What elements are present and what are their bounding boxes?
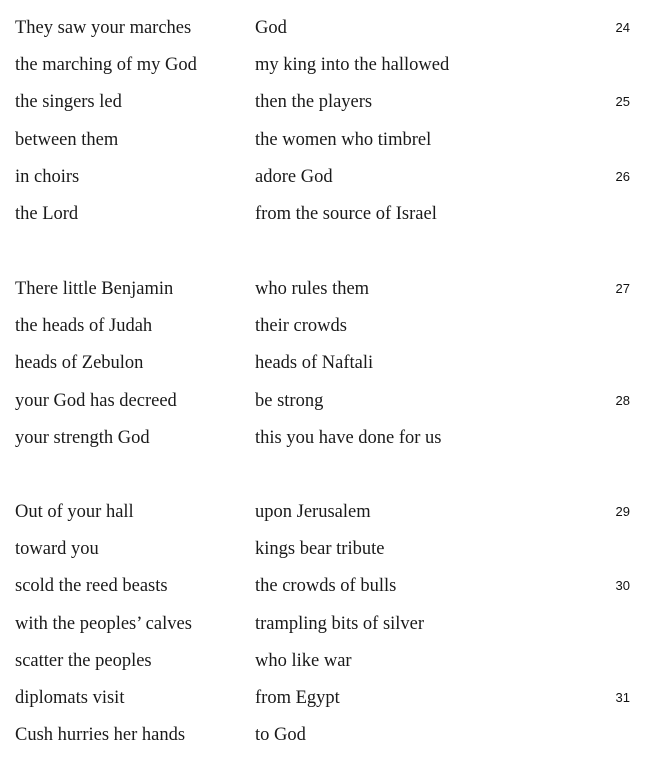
verse-line xyxy=(0,426,666,463)
verse-number: 29 xyxy=(615,504,630,519)
line-left-half: diplomats visit xyxy=(15,687,125,708)
line-right-half: their crowds xyxy=(255,316,347,337)
stanza-1 xyxy=(0,16,666,239)
verse-line xyxy=(0,53,666,90)
verse-line xyxy=(0,612,666,649)
line-left-half: toward you xyxy=(15,539,99,560)
verse-number: 28 xyxy=(615,392,630,408)
line-right-half: then the players xyxy=(255,92,373,113)
line-right-half: kings bear tribute xyxy=(255,539,385,560)
line-right-half: this you have done for us xyxy=(255,427,442,448)
verse-line xyxy=(0,128,666,165)
line-right-half: God xyxy=(255,18,287,38)
line-right-half: heads of Naftali xyxy=(255,353,374,374)
verse-line xyxy=(0,389,666,426)
line-left-half: your strength God xyxy=(15,427,150,448)
line-right-half: be strong xyxy=(255,390,324,411)
verse-number: 25 xyxy=(615,94,630,110)
verse-number: 26 xyxy=(615,168,630,184)
line-left-half: Cush hurries her hands xyxy=(15,725,186,746)
verse-line xyxy=(0,90,666,127)
verse-line xyxy=(0,314,666,351)
line-right-half: the women who timbrel xyxy=(255,129,432,150)
line-left-half: There little Benjamin xyxy=(15,279,174,299)
verse-number: 30 xyxy=(615,578,630,594)
stanza-3 xyxy=(0,500,666,760)
verse-number: 24 xyxy=(615,20,630,35)
line-right-half: who like war xyxy=(255,650,352,671)
line-right-half: adore God xyxy=(255,166,333,187)
verse-line xyxy=(0,16,666,53)
line-left-half: your God has decreed xyxy=(15,390,177,411)
line-right-half: from the source of Israel xyxy=(255,203,437,224)
verse-number: 31 xyxy=(615,689,630,705)
line-right-half: my king into the hallowed xyxy=(255,55,450,76)
stanza-2 xyxy=(0,277,666,463)
verse-line xyxy=(0,202,666,239)
verse-number: 27 xyxy=(615,281,630,296)
line-right-half: from Egypt xyxy=(255,687,340,708)
line-left-half: the Lord xyxy=(15,203,79,224)
line-left-half: the heads of Judah xyxy=(15,316,153,337)
verse-line xyxy=(0,649,666,686)
line-left-half: the marching of my God xyxy=(15,55,197,76)
line-left-half: Out of your hall xyxy=(15,502,134,522)
line-right-half: trampling bits of silver xyxy=(255,613,425,634)
line-right-half: who rules them xyxy=(255,279,370,299)
verse-line xyxy=(0,686,666,723)
line-right-half: the crowds of bulls xyxy=(255,576,397,597)
line-left-half: the singers led xyxy=(15,92,122,113)
line-left-half: scold the reed beasts xyxy=(15,576,168,597)
verse-line xyxy=(0,165,666,202)
verse-line xyxy=(0,537,666,574)
line-left-half: scatter the peoples xyxy=(15,650,152,671)
line-left-half: with the peoples’ calves xyxy=(15,613,192,634)
line-left-half: between them xyxy=(15,129,119,150)
line-left-half: heads of Zebulon xyxy=(15,353,144,374)
line-left-half: in choirs xyxy=(15,166,80,187)
verse-line xyxy=(0,500,666,537)
verse-line xyxy=(0,574,666,611)
verse-line xyxy=(0,277,666,314)
line-right-half: to God xyxy=(255,725,306,746)
verse-line xyxy=(0,351,666,388)
line-left-half: They saw your marches xyxy=(15,18,192,38)
verse-line xyxy=(0,723,666,760)
line-right-half: upon Jerusalem xyxy=(255,502,371,522)
